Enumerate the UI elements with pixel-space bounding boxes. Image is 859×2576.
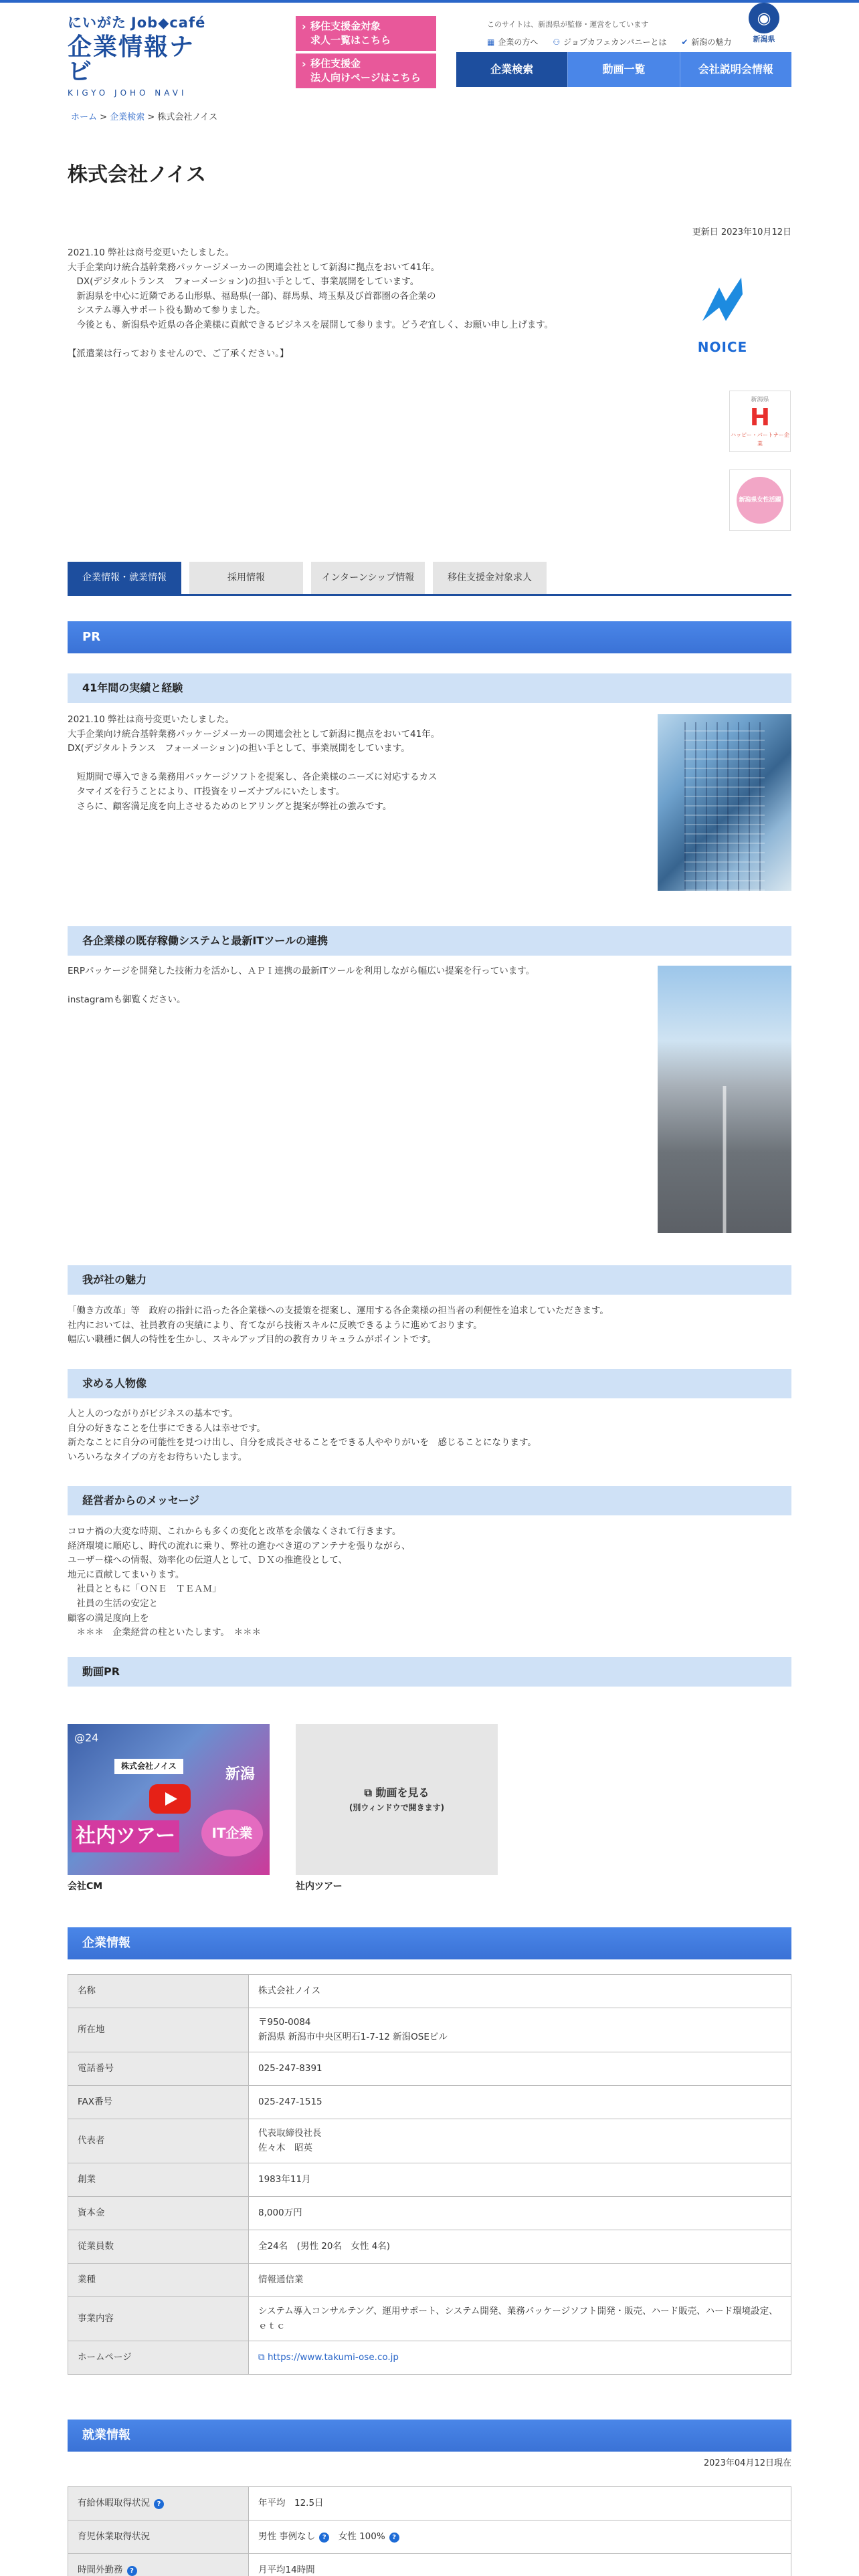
- check-icon: ✔: [681, 37, 688, 47]
- row-value: 月平均14時間: [249, 2554, 791, 2576]
- breadcrumb-current: 株式会社ノイス: [157, 112, 218, 122]
- iju-corporate-link[interactable]: › 移住支援金 法人向けページはこちら: [296, 53, 436, 88]
- row-value: 025-247-8391: [249, 2052, 791, 2086]
- video-it-badge: IT企業: [201, 1810, 263, 1856]
- homepage-link[interactable]: https://www.takumi-ose.co.jp: [267, 2351, 399, 2363]
- row-label: 資本金: [68, 2197, 249, 2230]
- nav-briefings[interactable]: 会社説明会情報: [698, 63, 773, 76]
- row-value: 1983年11月: [249, 2163, 791, 2197]
- nav-company-search[interactable]: 企業検索: [456, 52, 568, 87]
- street-photo: [658, 966, 791, 1233]
- tabs-underline: [68, 594, 791, 596]
- external-link-icon: ⧉: [364, 1786, 376, 1799]
- row-label: 代表者: [68, 2119, 249, 2163]
- pr-section-5-text: コロナ禍の大変な時期、これからも多くの変化と改革を余儀なくされて行きます。 経済環境に順応し、時代の流れに乗り、弊社の進むべき道のアンテナを張りながら、 ユーザー様への情報、効率化の伝道人として、ＤＸの推進役として、 地元に貢献してまいります。 社員とともに「ＯＮＥ ＴＥＡＭ」 社員の生活の安定と 顧客の満足度向上を ＊＊＊ 企業経営の柱といたします。 ＊＊＊: [68, 1526, 411, 1638]
- building-icon: ▦: [487, 37, 495, 47]
- tab-recruit[interactable]: 採用情報: [189, 562, 303, 594]
- row-label: 電話番号: [68, 2052, 249, 2086]
- row-value: 全24名 (男性 20名 女性 4名): [249, 2230, 791, 2264]
- row-label: 有給休暇取得状況: [78, 2497, 150, 2508]
- office-building-photo: [658, 714, 791, 891]
- logo-prefix: にいがた: [68, 15, 126, 31]
- pr-section-3-text: 「働き方改革」等 政府の指針に沿った各企業様への支援策を提案し、運用する各企業様の担当者の利便性を追求していただきます。 社内においては、社員教育の実績により、育てながら技術スキルに反映できるように進めております。 幅広い職種に個人の特性を生かし、スキルアップ目的の教育カリキュラムがポイントです。: [68, 1305, 609, 1346]
- pr-section-2-text: ERPパッケージを開発した技術力を活かし、ＡＰＩ連携の最新ITツールを利用しながら幅広い提案を行っています。 instagramも御覧ください。: [68, 966, 535, 1006]
- site-logo[interactable]: [68, 12, 208, 98]
- niigata-charm-link[interactable]: [681, 36, 731, 49]
- video-tag: 新潟: [225, 1766, 256, 1783]
- table-row: [68, 2086, 791, 2119]
- row-label: 業種: [68, 2264, 249, 2297]
- pr-section-5-title: 経営者からのメッセージ: [68, 1486, 791, 1515]
- table-row: [68, 2008, 791, 2052]
- table-row: [68, 2487, 791, 2520]
- pr-section-4-text: 人と人のつながりがビジネスの基本です。 自分の好きなことを仕事にできる人は幸せです。 新たなことに自分の可能性を見つけ出し、自分を成長させることをできる人ややりがいを 感じることになります。 いろいろなタイプの方をお待ちいたします。: [68, 1408, 537, 1463]
- row-label: 事業内容: [68, 2297, 249, 2341]
- table-row: [68, 2297, 791, 2341]
- table-row: [68, 2264, 791, 2297]
- row-label: 所在地: [68, 2008, 249, 2052]
- male-leave-value: 男性 事例なし: [258, 2531, 316, 2542]
- noice-logo: [689, 274, 756, 356]
- row-value: 〒950-0084 新潟県 新潟市中央区明石1-7-12 新潟OSEビル: [249, 2008, 791, 2052]
- employment-table: [68, 2486, 791, 2576]
- pr-section-1-title: 41年間の実績と経験: [68, 673, 791, 703]
- link-label: ジョブカフェカンパニーとは: [563, 37, 667, 47]
- link-label: 新潟の魅力: [691, 37, 732, 47]
- row-value: システム導入コンサルテング、運用サポート、システム開発、業務パッケージソフト開発・販売、ハード販売、ハード環境設定、ｅｔｃ: [249, 2297, 791, 2341]
- badge-ring: 新潟県女性活躍推進: [737, 477, 783, 524]
- women-support-badge: [729, 469, 791, 550]
- table-row: [68, 2163, 791, 2197]
- logo-sub: KIGYO JOHO NAVI: [68, 88, 187, 98]
- nav-videos[interactable]: 動画一覧: [568, 52, 680, 87]
- badge-mark: H: [749, 404, 771, 432]
- video-pr-title: 動画PR: [68, 1657, 791, 1687]
- top-accent-bar: [0, 0, 859, 3]
- new-window-note: (別ウィンドウで開きます): [349, 1802, 445, 1812]
- table-row: [68, 2341, 791, 2375]
- happy-partner-badge: [729, 391, 791, 452]
- logo-brand: Job◆café: [130, 15, 206, 31]
- employment-as-of: 2023年04月12日現在: [703, 2458, 791, 2468]
- noice-mark-icon: [689, 274, 756, 328]
- breadcrumb-home[interactable]: ホーム: [71, 112, 98, 122]
- row-label: ホームページ: [68, 2341, 249, 2375]
- person-icon: ⚇: [553, 37, 561, 47]
- breadcrumb: ホーム > 企業検索 > 株式会社ノイス: [71, 112, 218, 122]
- help-icon[interactable]: ?: [154, 2499, 164, 2509]
- row-value: 025-247-1515: [249, 2086, 791, 2119]
- video-1-caption: 会社CM: [68, 1881, 103, 1892]
- badge-sub: ハッピー・パートナー企業: [731, 431, 789, 447]
- company-info-table: [68, 1974, 791, 2375]
- iju-jobs-link[interactable]: › 移住支援金対象 求人一覧はこちら: [296, 16, 436, 51]
- row-value: 年平均 12.5日: [249, 2487, 791, 2520]
- row-label: 名称: [68, 1975, 249, 2008]
- logo-main: 企業情報ナビ: [68, 33, 195, 86]
- for-companies-link[interactable]: [487, 36, 538, 49]
- pr-section-1-text: 2021.10 弊社は商号変更いたしました。 大手企業向け統合基幹業務パッケージメーカーの関連会社として新潟に拠点をおいて41年。 DX(デジタルトランス フォーメーション)の担い手として、事業展開をしています。 短期間で導入できる業務用パッケージソフトを提案し、各企業様のニーズに対応するカス タマイズを行うことにより、IT投資をリーズナブルにいたします。 さらに、顧客満足度を向上させるためのヒアリングと提案が弊社の強みです。: [68, 714, 440, 812]
- row-label: 創業: [68, 2163, 249, 2197]
- pr-section-2-title: 各企業様の既存稼働システムと最新ITツールの連携: [68, 926, 791, 956]
- about-company-link[interactable]: [553, 36, 666, 49]
- tab-iju-jobs[interactable]: 移住支援金対象求人: [433, 562, 547, 594]
- noice-word: NOICE: [697, 339, 748, 356]
- row-value: 代表取締役社長 佐々木 昭英: [249, 2119, 791, 2163]
- office-tour-video[interactable]: [296, 1724, 498, 1875]
- table-row: [68, 2197, 791, 2230]
- row-value: 8,000万円: [249, 2197, 791, 2230]
- content-tabs: [68, 562, 547, 594]
- badge-top: 新潟県: [751, 397, 769, 403]
- play-icon[interactable]: [149, 1784, 191, 1814]
- employment-header: 就業情報: [68, 2420, 791, 2452]
- table-row: [68, 2230, 791, 2264]
- row-value: 情報通信業: [249, 2264, 791, 2297]
- watch-video-label: 動画を見る: [375, 1786, 430, 1799]
- tab-internship[interactable]: インターンシップ情報: [311, 562, 425, 594]
- table-row: [68, 1975, 791, 2008]
- updated-date: 更新日 2023年10月12日: [692, 227, 791, 237]
- female-leave-value: 女性 100%: [338, 2531, 385, 2542]
- pref-name: 新潟県: [753, 35, 775, 43]
- pr-section-3-title: 我が社の魅力: [68, 1265, 791, 1295]
- company-intro: [68, 246, 616, 362]
- company-cm-video[interactable]: [68, 1724, 270, 1875]
- external-link-icon: ⧉: [258, 2351, 268, 2363]
- company-info-header: 企業情報: [68, 1927, 791, 1959]
- header-links: [487, 36, 731, 49]
- row-label: 従業員数: [68, 2230, 249, 2264]
- table-row: [68, 2119, 791, 2163]
- niigata-pref-logo[interactable]: [747, 3, 781, 45]
- link-label: 企業の方へ: [498, 37, 539, 47]
- video-2-caption: 社内ツアー: [296, 1881, 343, 1892]
- help-icon[interactable]: ?: [389, 2533, 399, 2543]
- tab-company-info[interactable]: 企業情報・就業情報: [68, 562, 181, 594]
- video-channel-label: @24: [74, 1731, 99, 1744]
- row-label: 育児休業取得状況: [78, 2531, 150, 2542]
- row-label: FAX番号: [68, 2086, 249, 2119]
- intro-text: 2021.10 弊社は商号変更いたしました。 大手企業向け統合基幹業務パッケージメーカーの関連会社として新潟に拠点をおいて41年。 DX(デジタルトランス フォーメーション)の担い手として、事業展開をしています。 新潟県を中心に近隣である山形県、福島県(一部)、群馬県、埼玉県及び首都圏の各企業の システム導入サポート役も勤めて参りました。 今後とも、新潟県や近県の各企業様に貢献できるビジネスを展開して参ります。どうぞ宜しく、お願い申し上げます。 【派遣業は行っておりませんので、ご了承ください。】: [68, 247, 554, 360]
- pr-section-4-title: 求める人物像: [68, 1369, 791, 1398]
- site-note: このサイトは、新潟県が監修・運営をしています: [487, 20, 649, 29]
- table-row: [68, 2554, 791, 2576]
- table-row: [68, 2052, 791, 2086]
- pr-header: PR: [68, 621, 791, 653]
- pref-emblem-icon: ◉: [749, 3, 779, 33]
- video-title-overlay: 社内ツアー: [72, 1820, 179, 1852]
- row-label: 時間外勤務: [78, 2564, 123, 2575]
- breadcrumb-search[interactable]: 企業検索: [110, 112, 145, 122]
- video-sign: 株式会社ノイス: [114, 1759, 183, 1774]
- help-icon[interactable]: ?: [319, 2533, 329, 2543]
- table-row: [68, 2520, 791, 2554]
- page-title: 株式会社ノイス: [68, 163, 206, 187]
- row-value: 株式会社ノイス: [249, 1975, 791, 2008]
- help-icon[interactable]: ?: [127, 2566, 137, 2576]
- global-nav: [456, 52, 791, 87]
